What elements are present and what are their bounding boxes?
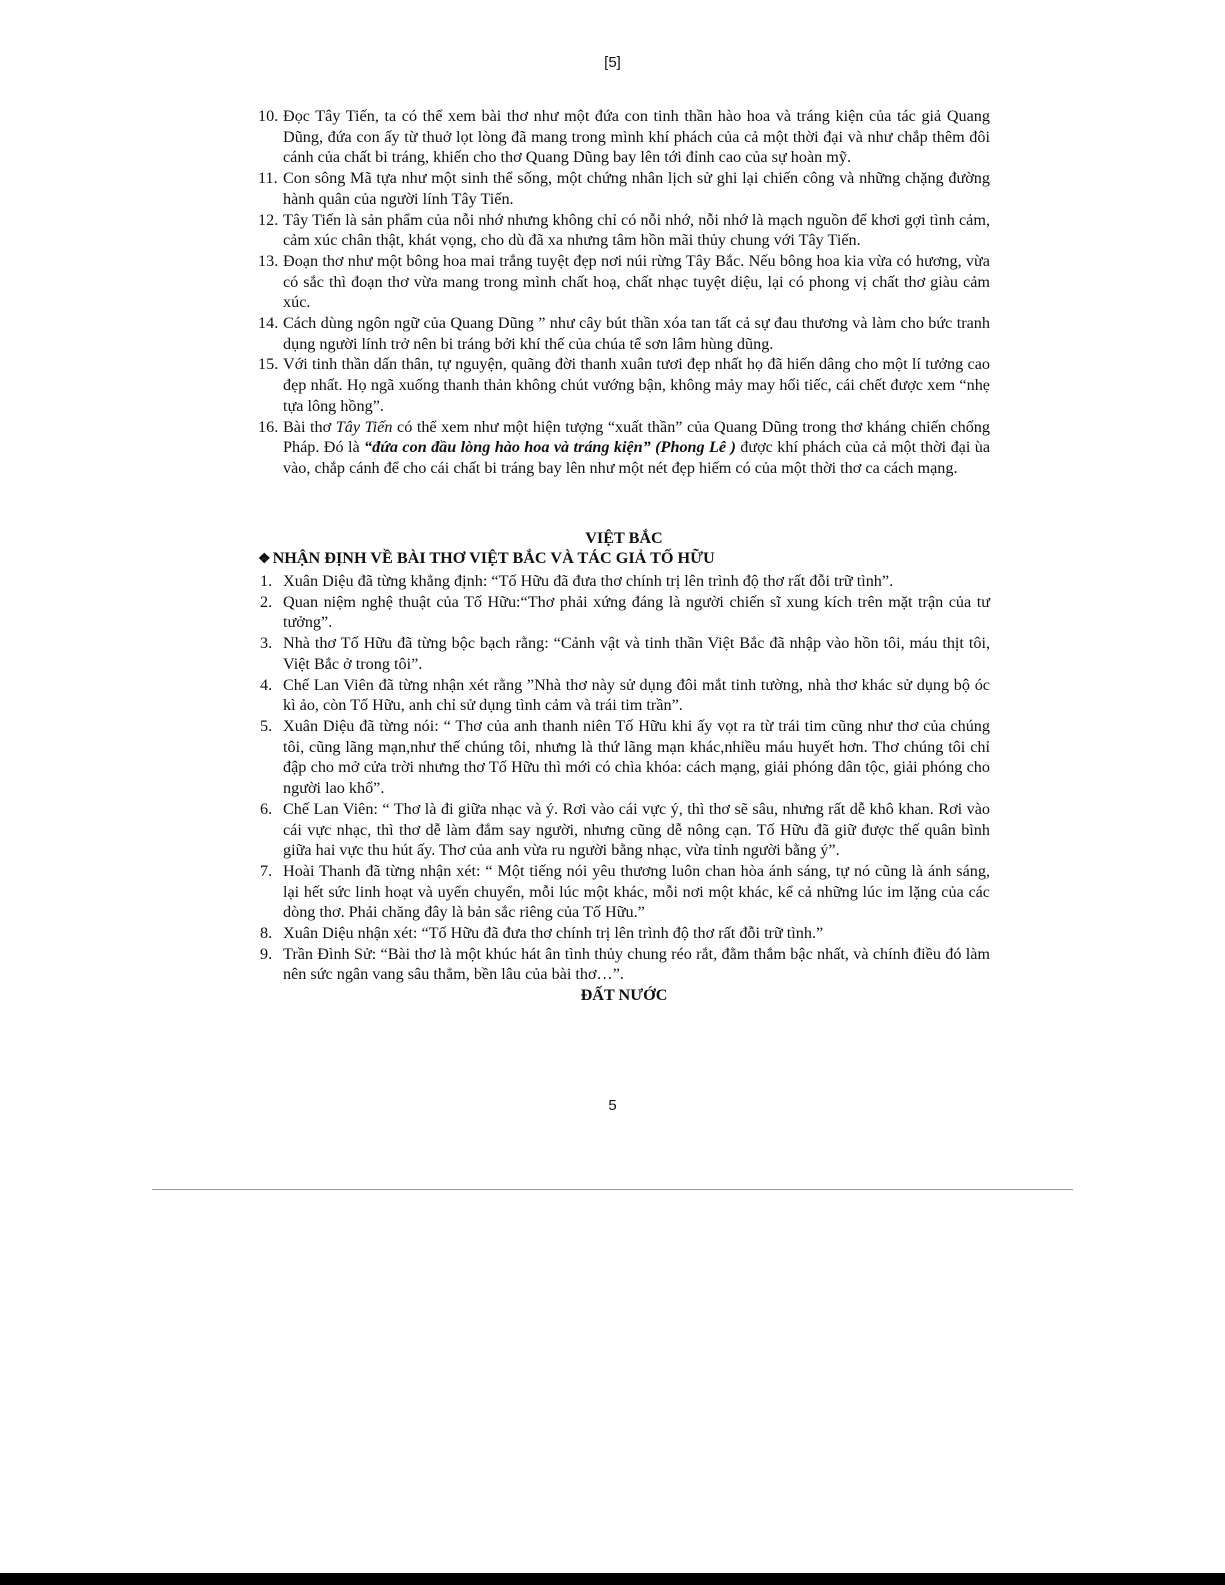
list-item: 4. Chế Lan Viên đã từng nhận xét rằng ”Nhà thơ này sử dụng đôi mắt tinh tường, nhà thơ khác sử dụng bộ óc kì ảo, còn Tố Hữu, anh chỉ sử dụng tình cảm và trái tim trần”. — [260, 675, 990, 715]
page-label: [5] — [604, 54, 621, 71]
list-item: 1. Xuân Diệu đã từng khẳng định: “Tố Hữu đã đưa thơ chính trị lên trình độ thơ rất đỗi trữ tình”. — [260, 572, 894, 591]
document-body — [258, 106, 990, 1006]
bottom-edge-bar — [0, 1573, 1225, 1585]
list-item: 12. Tây Tiến là sản phẩm của nỗi nhớ nhưng không chỉ có nỗi nhớ, nỗi nhớ là mạch nguồn để khơi gợi tình cảm, cảm xúc chân thật, khát vọng, cho dù đã xa nhưng tâm hồn mãi thủy chung với Tây Tiến. — [258, 210, 990, 250]
tay-tien-list — [258, 106, 990, 479]
list-item: 6. Chế Lan Viên: “ Thơ là đi giữa nhạc và ý. Rơi vào cái vực ý, thì thơ sẽ sâu, nhưng rất dễ khô khan. Rơi vào cái vực nhạc, thì thơ dễ làm đắm say người, nhưng cũng dễ nông cạn. Tố Hữu đã giữ được thế quân bình giữa hai vực thu hút ấy. Thơ của anh vừa ru người bằng nhạc, vừa tỉnh người bằng ý”. — [260, 799, 990, 860]
list-item: 2. Quan niệm nghệ thuật của Tố Hữu:“Thơ phải xứng đáng là người chiến sĩ xung kích trên mặt trận của tư tưởng”. — [260, 592, 990, 632]
list-item: 11. Con sông Mã tựa như một sinh thể sống, một chứng nhân lịch sử ghi lại chiến công và những chặng đường hành quân của người lính Tây Tiến. — [258, 169, 990, 208]
viet-bac-list — [258, 571, 990, 985]
diamond-bullet-icon: ❖ — [258, 552, 271, 568]
list-item: 3. Nhà thơ Tố Hữu đã từng bộc bạch rằng: “Cảnh vật và tinh thần Việt Bắc đã nhập vào hồn tôi, máu thịt tôi, Việt Bắc ở trong tôi”. — [260, 634, 990, 673]
list-item: 13. Đoạn thơ như một bông hoa mai trắng tuyệt đẹp nơi núi rừng Tây Bắc. Nếu bông hoa kia vừa có hương, vừa có sắc thì đoạn thơ vừa mang trong mình chất hoạ, chất nhạc tuyệt diệu, lại có phong vị chất thơ giàu cảm xúc. — [258, 251, 990, 312]
page-number: 5 — [608, 1097, 617, 1114]
list-item: 8. Xuân Diệu nhận xét: “Tố Hữu đã đưa thơ chính trị lên trình độ thơ rất đỗi trữ tình.” — [260, 924, 824, 943]
list-item: 14. Cách dùng ngôn ngữ của Quang Dũng ” như cây bút thần xóa tan tất cả sự đau thương và làm cho bức tranh dụng người lính trở nên bi tráng bởi khí thế của chúa tể sơn lâm hùng dũng. — [258, 314, 990, 353]
dat-nuoc-heading: ĐẤT NƯỚC — [580, 986, 668, 1005]
page-divider — [152, 1189, 1073, 1190]
viet-bac-heading: VIỆT BẮC — [585, 528, 663, 547]
list-item: 15. Với tinh thần dấn thân, tự nguyện, quãng đời thanh xuân tươi đẹp nhất họ đã hiến dâng cho một lí tưởng cao đẹp nhất. Họ ngã xuống thanh thản không chút vướng bận, không mảy may hối tiếc, cái chết được xem “nhẹ tựa lông hồng”. — [258, 355, 990, 415]
list-item: 16. Bài thơ Tây Tiến có thể xem như một hiện tượng “xuất thần” của Quang Dũng trong thơ kháng chiến chống Pháp. Đó là “đứa con đầu lòng hào hoa và tráng kiện” (Phong Lê ) được khí phách của cả một thời đại ùa vào, chắp cánh để cho cái chất bi tráng bay lên như một nét đẹp hiếm có của một thời thơ ca cách mạng. — [258, 417, 991, 477]
list-item: 5. Xuân Diệu đã từng nói: “ Thơ của anh thanh niên Tố Hữu khi ấy vọt ra từ trái tim cũng như thơ của chúng tôi, cũng lãng mạn,như thế chúng tôi, nhưng là thứ lãng mạn khác,nhiều máu huyết hơn. Thơ chúng tôi chỉ đập cho mở cửa trời nhưng thơ Tố Hữu thì mới có chìa khóa: cách mạng, giải phóng dân tộc, giải phóng cho người lao khổ”. — [260, 716, 990, 798]
section-title: ❖ NHẬN ĐỊNH VỀ BÀI THƠ VIỆT BẮC VÀ TÁC GIẢ TỐ HỮU — [258, 549, 715, 568]
list-item: 7. Hoài Thanh đã từng nhận xét: “ Một tiếng nói yêu thương luôn chan hòa ánh sáng, tự nó cũng là ánh sáng, lại hết sức linh hoạt và uyển chuyển, mỗi lúc một khác, mỗi nơi một khác, kể cả những lúc im lặng của các dòng thơ. Phải chăng đây là bản sắc riêng của Tố Hữu.” — [260, 861, 990, 922]
list-item: 9. Trần Đình Sử: “Bài thơ là một khúc hát ân tình thủy chung réo rắt, đằm thắm bậc nhất, và chính điều đó làm nên sức ngân vang sâu thẳm, bền lâu của bài thơ…”. — [260, 944, 990, 984]
list-item: 10. Đọc Tây Tiến, ta có thể xem bài thơ như một đứa con tinh thần hào hoa và tráng kiện của tác giả Quang Dũng, đứa con ấy từ thuở lọt lòng đã mang trong mình khí phách của cả một thời đại và như chắp thêm đôi cánh của chất bi tráng, khiến cho thơ Quang Dũng bay lên tới đỉnh cao của sự hoàn mỹ. — [258, 107, 990, 167]
